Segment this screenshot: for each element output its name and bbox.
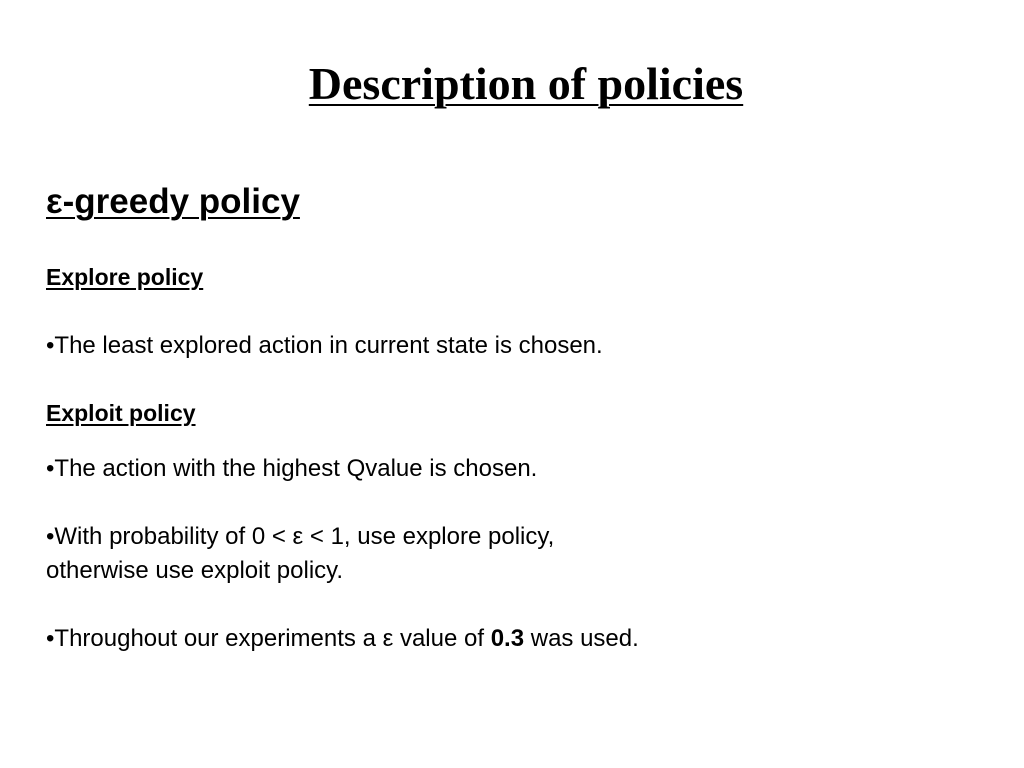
section-heading-epsilon-greedy: ε-greedy policy: [46, 182, 300, 221]
probability-bullet-line-2: otherwise use exploit policy.: [46, 557, 344, 584]
explore-policy-bullet: •The least explored action in current state is chosen.: [46, 332, 603, 359]
exploit-policy-heading: Exploit policy: [46, 400, 196, 426]
probability-bullet-line-1: •With probability of 0 < ε < 1, use explore policy,: [46, 523, 555, 550]
slide-title: Description of policies: [308, 58, 744, 109]
experiment-bullet: [46, 622, 639, 656]
epsilon-value: 0.3: [490, 625, 525, 652]
probability-bullet: [46, 520, 554, 588]
exploit-policy-bullet: •The action with the highest Qvalue is chosen.: [46, 455, 538, 482]
experiment-bullet-prefix: •Throughout our experiments a ε value of: [46, 625, 491, 652]
experiment-bullet-suffix: was used.: [524, 625, 639, 652]
explore-policy-heading: Explore policy: [46, 264, 204, 290]
